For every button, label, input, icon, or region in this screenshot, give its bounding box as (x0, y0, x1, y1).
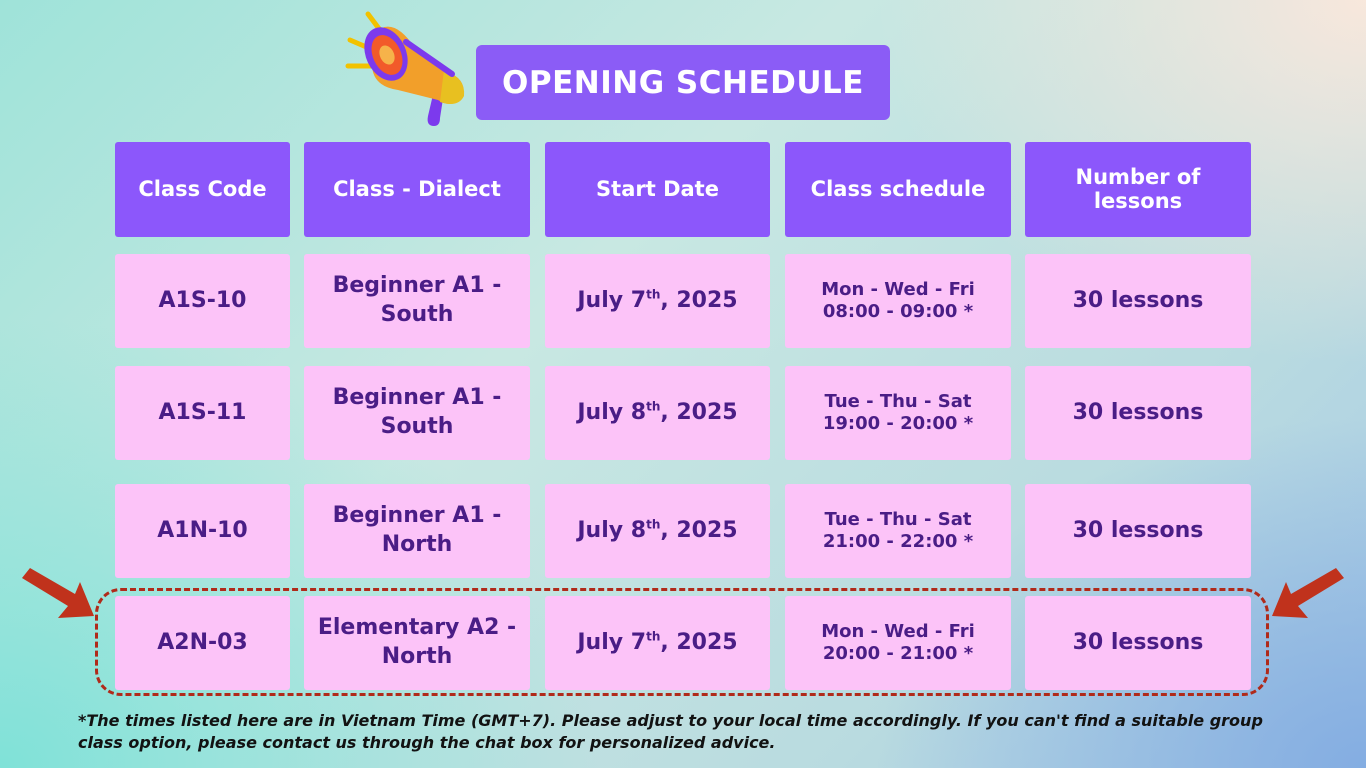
start-date-text (577, 287, 737, 316)
highlight-dashed-outline (95, 588, 1269, 696)
schedule-time: 08:00 - 09:00 * (822, 301, 974, 322)
class-dialect-text: Beginner A1 - North (332, 503, 502, 557)
class-schedule-cell (785, 484, 1011, 578)
column-header-start-date: Start Date (545, 142, 770, 237)
column-header-class-code: Class Code (115, 142, 290, 237)
class-code-cell: A2N-03 (115, 596, 290, 690)
arrow-right-icon (20, 558, 110, 628)
class-code-cell: A1S-10 (115, 254, 290, 348)
class-schedule-cell (785, 366, 1011, 460)
column-header-class-schedule: Class schedule (785, 142, 1011, 237)
schedule-time: 21:00 - 22:00 * (822, 531, 974, 552)
class-schedule-text (823, 509, 973, 554)
start-date-year: , 2025 (660, 629, 738, 655)
class-dialect-text: Elementary A2 - North (317, 615, 517, 669)
start-date-main: July 7 (577, 629, 647, 655)
start-date-text (577, 399, 737, 428)
start-date-cell (545, 484, 770, 578)
footnote: *The times listed here are in Vietnam Time (GMT+7). Please adjust to your local time accordingly. If you can't find a suitable group class option, please contact us through the chat box for personalized advice. (78, 711, 1263, 752)
title-banner (476, 45, 890, 120)
schedule-days: Tue - Thu - Sat (824, 508, 972, 530)
schedule-days: Mon - Wed - Fri (821, 620, 975, 642)
class-code-cell: A1S-11 (115, 366, 290, 460)
start-date-cell (545, 254, 770, 348)
class-schedule-cell (785, 254, 1011, 348)
start-date-main: July 8 (577, 399, 647, 425)
lessons-count-cell: 30 lessons (1025, 484, 1251, 578)
class-code-cell: A1N-10 (115, 484, 290, 578)
start-date-ordinal: th (646, 287, 661, 302)
start-date-ordinal: th (646, 629, 661, 644)
arrow-left-icon (1256, 558, 1346, 628)
class-schedule-text (823, 391, 973, 436)
start-date-main: July 7 (577, 287, 647, 313)
start-date-text (577, 517, 737, 546)
start-date-ordinal: th (646, 517, 661, 532)
start-date-ordinal: th (646, 399, 661, 414)
schedule-time: 19:00 - 20:00 * (822, 413, 974, 434)
column-header-class-dialect: Class - Dialect (304, 142, 530, 237)
class-dialect-cell (304, 254, 530, 348)
schedule-time: 20:00 - 21:00 * (822, 643, 974, 664)
class-dialect-cell (304, 484, 530, 578)
start-date-cell (545, 366, 770, 460)
start-date-main: July 8 (577, 517, 647, 543)
class-dialect-cell (304, 366, 530, 460)
megaphone-icon (340, 8, 475, 133)
lessons-count-cell: 30 lessons (1025, 366, 1251, 460)
start-date-year: , 2025 (660, 287, 738, 313)
schedule-days: Mon - Wed - Fri (821, 278, 975, 300)
class-schedule-text (821, 279, 975, 324)
lessons-count-cell: 30 lessons (1025, 596, 1251, 690)
schedule-days: Tue - Thu - Sat (824, 390, 972, 412)
start-date-year: , 2025 (660, 517, 738, 543)
class-dialect-text: Beginner A1 - South (332, 273, 502, 327)
column-header-number-of-lessons (1025, 142, 1251, 237)
page-title: OPENING SCHEDULE (502, 64, 864, 101)
column-header-label: Number of lessons (1075, 165, 1201, 213)
start-date-year: , 2025 (660, 399, 738, 425)
class-dialect-text: Beginner A1 - South (332, 385, 502, 439)
lessons-count-cell: 30 lessons (1025, 254, 1251, 348)
